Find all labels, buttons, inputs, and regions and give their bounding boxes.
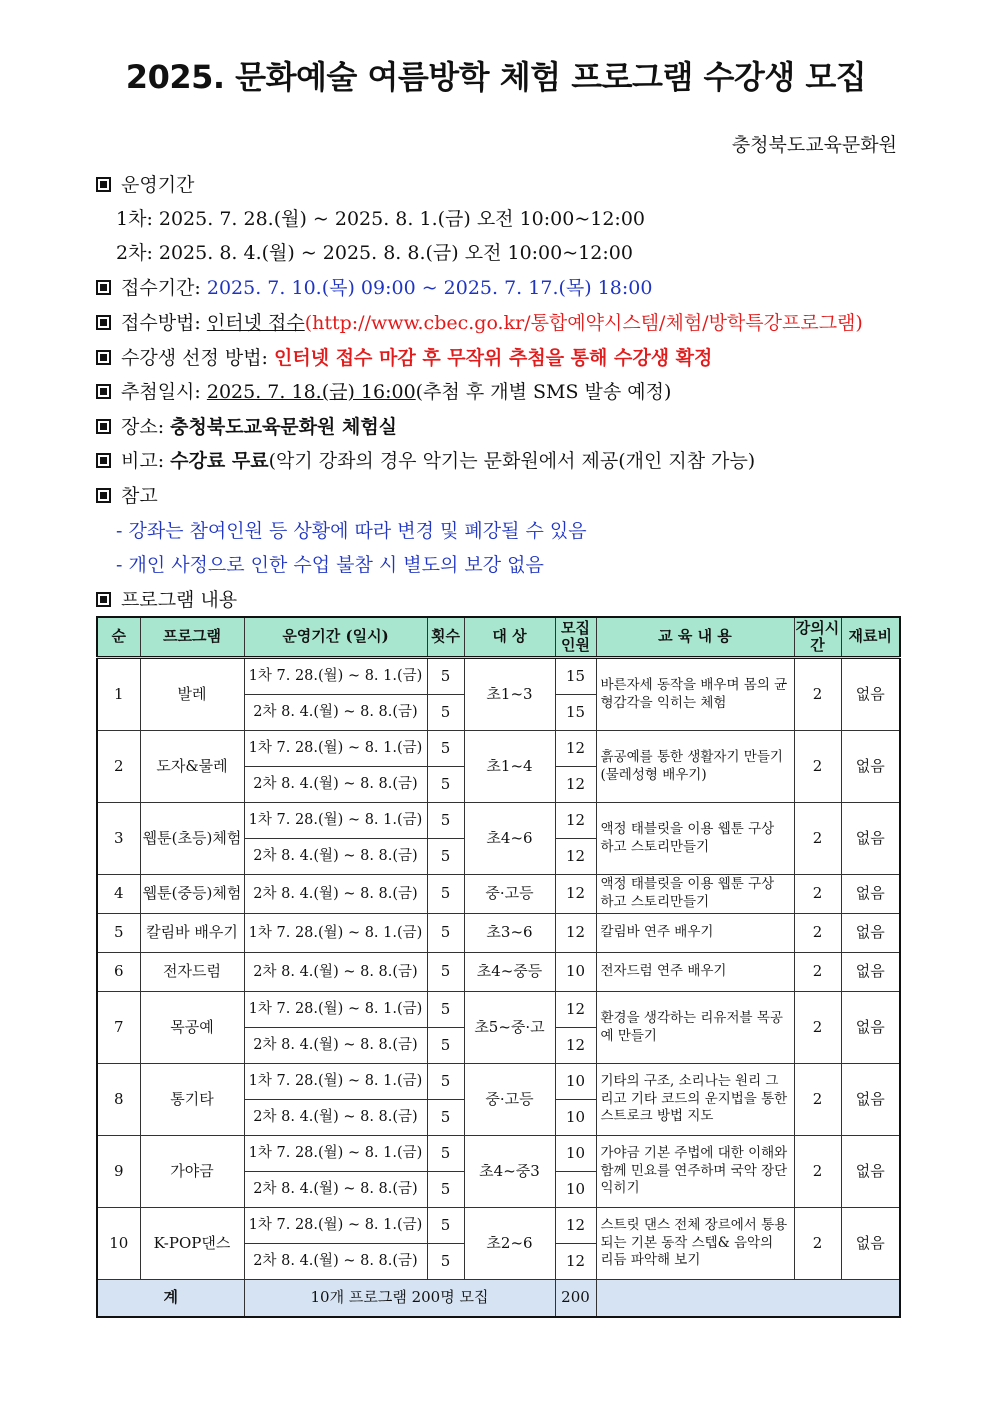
place-value: 충청북도교육문화원 체험실	[170, 416, 398, 438]
cell-count: 5	[427, 1100, 464, 1136]
table-row	[97, 953, 900, 992]
square-bullet-icon	[96, 280, 111, 295]
cell-capacity: 10	[555, 1172, 596, 1208]
cell-hours: 2	[794, 875, 841, 914]
cell-content: 액정 태블릿을 이용 웹툰 구상 하고 스토리만들기	[596, 803, 794, 875]
section-program-content: 프로그램 내용	[96, 585, 237, 612]
draw-date-detail: (추첨 후 개별 SMS 발송 예정)	[415, 381, 672, 403]
cell-hours: 2	[794, 914, 841, 953]
cell-material: 없음	[841, 953, 900, 992]
remarks-detail: (악기 강좌의 경우 악기는 문화원에서 제공(개인 지참 가능)	[268, 450, 756, 472]
square-bullet-icon	[96, 350, 111, 365]
cell-hours: 2	[794, 953, 841, 992]
cell-period: 1차 7. 28.(월) ~ 8. 1.(금)	[244, 1136, 427, 1172]
reference-note: - 개인 사정으로 인한 수업 불참 시 별도의 보강 없음	[116, 554, 544, 576]
cell-target: 초4~6	[464, 803, 555, 875]
cell-capacity: 10	[555, 1064, 596, 1100]
section-reference: 참고	[96, 481, 158, 508]
cell-program: 웹툰(중등)체험	[140, 875, 244, 914]
cell-material: 없음	[841, 731, 900, 803]
apply-period-value: 2025. 7. 10.(목) 09:00 ~ 2025. 7. 17.(목) 18:00	[206, 277, 653, 299]
square-bullet-icon	[96, 384, 111, 399]
cell-capacity: 12	[555, 767, 596, 803]
square-bullet-icon	[96, 177, 111, 192]
cell-target: 초4~중3	[464, 1136, 555, 1208]
cell-count: 5	[427, 658, 464, 695]
selection-method-value: 인터넷 접수 마감 후 무작위 추첨을 통해 수강생 확정	[274, 347, 713, 369]
header-period: 운영기간 (일시)	[244, 617, 427, 658]
cell-no: 1	[97, 658, 140, 731]
header-hours: 강의시간	[794, 617, 841, 658]
table-header-row	[97, 617, 900, 658]
cell-capacity: 10	[555, 953, 596, 992]
cell-count: 5	[427, 1028, 464, 1064]
draw-date-value: 2025. 7. 18.(금) 16:00	[206, 381, 416, 403]
cell-count: 5	[427, 839, 464, 875]
cell-count: 5	[427, 1208, 464, 1244]
square-bullet-icon	[96, 592, 111, 607]
cell-program: 칼림바 배우기	[140, 914, 244, 953]
section-place: 장소: 충청북도교육문화원 체험실	[96, 412, 397, 439]
cell-no: 5	[97, 914, 140, 953]
cell-capacity: 12	[555, 914, 596, 953]
header-no: 순	[97, 617, 140, 658]
cell-count: 5	[427, 767, 464, 803]
cell-period: 1차 7. 28.(월) ~ 8. 1.(금)	[244, 658, 427, 695]
cell-count: 5	[427, 1172, 464, 1208]
section-selection-method: 수강생 선정 방법: 인터넷 접수 마감 후 무작위 추첨을 통해 수강생 확정	[96, 343, 712, 370]
header-capacity: 모집인원	[555, 617, 596, 658]
cell-hours: 2	[794, 1064, 841, 1136]
cell-period: 2차 8. 4.(월) ~ 8. 8.(금)	[244, 1028, 427, 1064]
cell-content: 가야금 기본 주법에 대한 이해와 함께 민요를 연주하며 국악 장단 익히기	[596, 1136, 794, 1208]
header-content: 교 육 내 용	[596, 617, 794, 658]
cell-material: 없음	[841, 914, 900, 953]
cell-capacity: 10	[555, 1136, 596, 1172]
cell-material: 없음	[841, 875, 900, 914]
cell-material: 없음	[841, 1064, 900, 1136]
table-row	[97, 658, 900, 695]
cell-program: 도자&물레	[140, 731, 244, 803]
cell-count: 5	[427, 731, 464, 767]
table-row	[97, 731, 900, 767]
cell-capacity: 15	[555, 658, 596, 695]
section-apply-period: 접수기간: 2025. 7. 10.(목) 09:00 ~ 2025. 7. 17.(목) 18:00	[96, 273, 652, 300]
cell-count: 5	[427, 914, 464, 953]
table-row	[97, 1136, 900, 1172]
cell-count: 5	[427, 695, 464, 731]
cell-program: 통기타	[140, 1064, 244, 1136]
cell-material: 없음	[841, 1136, 900, 1208]
page-title: 2025. 문화예술 여름방학 체험 프로그램 수강생 모집	[125, 58, 867, 96]
cell-content: 칼림바 연주 배우기	[596, 914, 794, 953]
square-bullet-icon	[96, 488, 111, 503]
cell-count: 5	[427, 803, 464, 839]
cell-period: 2차 8. 4.(월) ~ 8. 8.(금)	[244, 839, 427, 875]
cell-count: 5	[427, 953, 464, 992]
organization-name: 충청북도교육문화원	[731, 134, 897, 156]
cell-period: 2차 8. 4.(월) ~ 8. 8.(금)	[244, 953, 427, 992]
table-row	[97, 875, 900, 914]
cell-no: 9	[97, 1136, 140, 1208]
square-bullet-icon	[96, 419, 111, 434]
cell-program: 발레	[140, 658, 244, 731]
cell-content: 액정 태블릿을 이용 웹툰 구상 하고 스토리만들기	[596, 875, 794, 914]
cell-period: 1차 7. 28.(월) ~ 8. 1.(금)	[244, 992, 427, 1028]
table-row	[97, 914, 900, 953]
cell-capacity: 12	[555, 1244, 596, 1280]
cell-period: 1차 7. 28.(월) ~ 8. 1.(금)	[244, 914, 427, 953]
cell-no: 2	[97, 731, 140, 803]
cell-target: 초5~중·고	[464, 992, 555, 1064]
cell-count: 5	[427, 992, 464, 1028]
cell-capacity: 12	[555, 1028, 596, 1064]
cell-hours: 2	[794, 731, 841, 803]
cell-count: 5	[427, 1064, 464, 1100]
operation-round-1: 1차: 2025. 7. 28.(월) ~ 2025. 8. 1.(금) 오전 10:00~12:00	[116, 208, 646, 230]
cell-content: 스트릿 댄스 전체 장르에서 통용되는 기본 동작 스텝& 음악의 리듬 파악해 보기	[596, 1208, 794, 1280]
cell-target: 초3~6	[464, 914, 555, 953]
table-total-row	[97, 1280, 900, 1318]
cell-capacity: 15	[555, 695, 596, 731]
cell-no: 4	[97, 875, 140, 914]
cell-period: 1차 7. 28.(월) ~ 8. 1.(금)	[244, 1208, 427, 1244]
cell-no: 3	[97, 803, 140, 875]
cell-content: 환경을 생각하는 리유저블 목공예 만들기	[596, 992, 794, 1064]
cell-content: 바른자세 동작을 배우며 몸의 균형감각을 익히는 체험	[596, 658, 794, 731]
table-row	[97, 992, 900, 1028]
cell-period: 2차 8. 4.(월) ~ 8. 8.(금)	[244, 1244, 427, 1280]
cell-material: 없음	[841, 992, 900, 1064]
cell-material: 없음	[841, 1208, 900, 1280]
cell-capacity: 12	[555, 992, 596, 1028]
cell-count: 5	[427, 1136, 464, 1172]
cell-program: K-POP댄스	[140, 1208, 244, 1280]
section-apply-method: 접수방법: 인터넷 접수(http://www.cbec.go.kr/통합예약시스템/체험/방학특강프로그램)	[96, 308, 863, 335]
header-material: 재료비	[841, 617, 900, 658]
cell-period: 2차 8. 4.(월) ~ 8. 8.(금)	[244, 1100, 427, 1136]
section-operation-period: 운영기간	[96, 170, 194, 197]
cell-hours: 2	[794, 1208, 841, 1280]
cell-period: 2차 8. 4.(월) ~ 8. 8.(금)	[244, 875, 427, 914]
cell-target: 초1~4	[464, 731, 555, 803]
cell-count: 5	[427, 875, 464, 914]
program-table	[96, 616, 901, 1318]
cell-hours: 2	[794, 658, 841, 731]
apply-method-value: 인터넷 접수	[206, 312, 305, 334]
cell-target: 초1~3	[464, 658, 555, 731]
reference-note: - 강좌는 참여인원 등 상황에 따라 변경 및 폐강될 수 있음	[116, 520, 587, 542]
cell-hours: 2	[794, 803, 841, 875]
cell-period: 2차 8. 4.(월) ~ 8. 8.(금)	[244, 767, 427, 803]
square-bullet-icon	[96, 315, 111, 330]
header-target: 대 상	[464, 617, 555, 658]
cell-program: 목공예	[140, 992, 244, 1064]
apply-method-url[interactable]: (http://www.cbec.go.kr/통합예약시스템/체험/방학특강프로그램)	[304, 312, 863, 334]
section-draw-date: 추첨일시: 2025. 7. 18.(금) 16:00(추첨 후 개별 SMS 발송 예정)	[96, 377, 671, 404]
cell-capacity: 10	[555, 1100, 596, 1136]
total-summary: 10개 프로그램 200명 모집	[244, 1280, 555, 1318]
cell-material: 없음	[841, 658, 900, 731]
operation-round-2: 2차: 2025. 8. 4.(월) ~ 2025. 8. 8.(금) 오전 10:00~12:00	[116, 242, 633, 264]
cell-hours: 2	[794, 1136, 841, 1208]
square-bullet-icon	[96, 453, 111, 468]
cell-no: 8	[97, 1064, 140, 1136]
table-row	[97, 803, 900, 839]
total-empty	[596, 1280, 900, 1318]
cell-program: 웹툰(초등)체험	[140, 803, 244, 875]
cell-period: 1차 7. 28.(월) ~ 8. 1.(금)	[244, 731, 427, 767]
cell-target: 중·고등	[464, 1064, 555, 1136]
cell-content: 전자드럼 연주 배우기	[596, 953, 794, 992]
cell-material: 없음	[841, 803, 900, 875]
cell-capacity: 12	[555, 803, 596, 839]
cell-target: 초4~중등	[464, 953, 555, 992]
cell-period: 1차 7. 28.(월) ~ 8. 1.(금)	[244, 803, 427, 839]
cell-capacity: 12	[555, 731, 596, 767]
table-row	[97, 1064, 900, 1100]
cell-period: 2차 8. 4.(월) ~ 8. 8.(금)	[244, 1172, 427, 1208]
cell-capacity: 12	[555, 839, 596, 875]
cell-target: 중·고등	[464, 875, 555, 914]
cell-target: 초2~6	[464, 1208, 555, 1280]
cell-content: 기타의 구조, 소리나는 원리 그리고 기타 코드의 운지법을 통한 스트로크 방법 지도	[596, 1064, 794, 1136]
header-program: 프로그램	[140, 617, 244, 658]
section-remarks: 비고: 수강료 무료(악기 강좌의 경우 악기는 문화원에서 제공(개인 지참 가능)	[96, 446, 755, 473]
total-capacity: 200	[555, 1280, 596, 1318]
cell-no: 6	[97, 953, 140, 992]
cell-program: 전자드럼	[140, 953, 244, 992]
cell-content: 흙공예를 통한 생활자기 만들기(물레성형 배우기)	[596, 731, 794, 803]
cell-no: 7	[97, 992, 140, 1064]
cell-period: 2차 8. 4.(월) ~ 8. 8.(금)	[244, 695, 427, 731]
cell-hours: 2	[794, 992, 841, 1064]
cell-period: 1차 7. 28.(월) ~ 8. 1.(금)	[244, 1064, 427, 1100]
total-label: 계	[97, 1280, 244, 1318]
cell-count: 5	[427, 1244, 464, 1280]
cell-no: 10	[97, 1208, 140, 1280]
cell-capacity: 12	[555, 1208, 596, 1244]
table-row	[97, 1208, 900, 1244]
cell-capacity: 12	[555, 875, 596, 914]
remarks-fee: 수강료 무료	[170, 450, 269, 472]
header-count: 횟수	[427, 617, 464, 658]
cell-program: 가야금	[140, 1136, 244, 1208]
table-body	[97, 658, 900, 1280]
